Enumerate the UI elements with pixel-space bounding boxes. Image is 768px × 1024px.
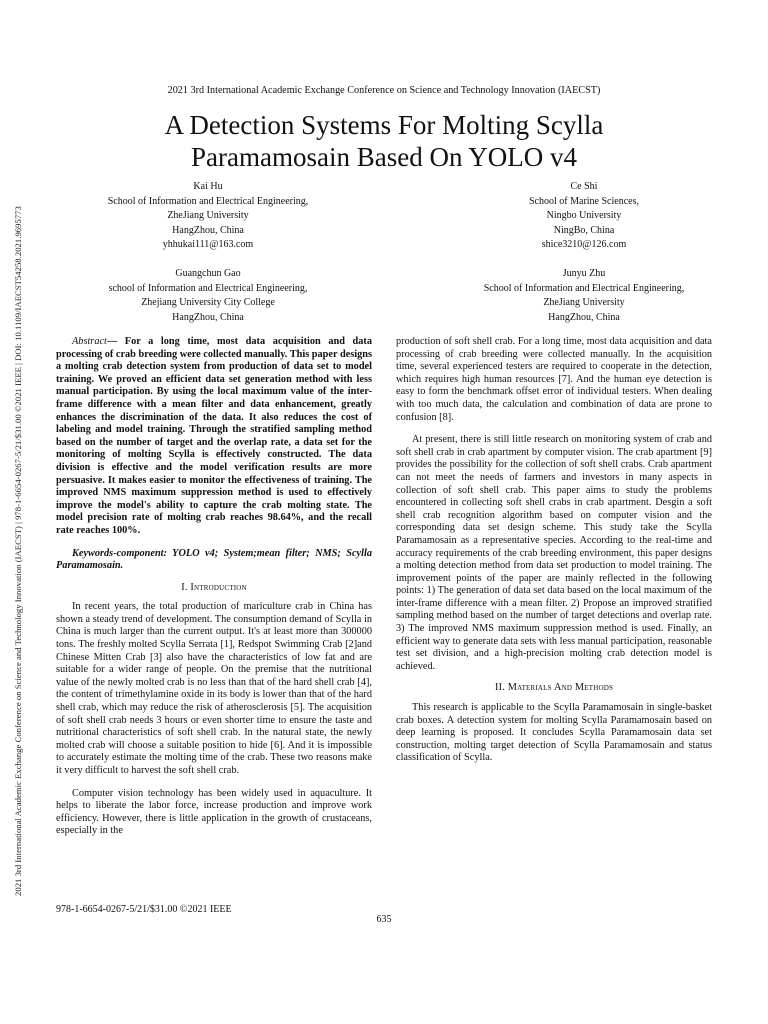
body-paragraph: In recent years, the total production of mariculture crab in China has shown a steady trend of development. The consumption demand of Scylla in China is much larger than the current output. It's at least more than 300000 tons. The freshly molted Scylla Serrata [1], Redspot Swimming Crab [2]and Chinese Mitten Crab [3] also have the characteristics of low fat and are suitable for a wider range of people. On the premise that the nutritional value of the newly molted crab is no less than that of the hard shell crab [4], the content of trimethylamine oxide in its body is lower than that of the hard shell crab, which may reduce the risk of atherosclerosis [5]. The acquisition of soft shell crab needs 3 hours or even shorter time to ensure the taste and nutritional characteristics of soft shell crab. In the natural state, the newly molted crab will choose a suitable position to hide [6]. And it is impossible to accurately estimate the molting time of the crab. These two reasons make it very difficult to harvest the soft shell crab.	[56, 601, 372, 776]
author-affiliation: ZheJiang University	[167, 210, 249, 221]
author-block	[434, 267, 734, 325]
section-heading-introduction: I. Introduction	[181, 581, 247, 593]
abstract-label: Abstract	[72, 336, 107, 347]
right-column	[396, 336, 712, 765]
author-block	[83, 267, 333, 325]
author-affiliation: Ningbo University	[546, 210, 622, 221]
author-name: Ce Shi	[570, 181, 598, 192]
author-email: yhhukai111@163.com	[162, 239, 254, 250]
author-affiliation: School of Information and Electrical Engineering,	[483, 282, 685, 294]
author-location: HangZhou, China	[172, 311, 244, 323]
author-name: Guangchun Gao	[175, 268, 241, 279]
body-paragraph: This research is applicable to the Scylla Paramamosain in single-basket crab boxes. A detection system for molting Scylla Paramamosain based on deep learning is proposed. It concludes Scylla Paramamosain data set construction, molting target detection of Scylla Paramamosain and status classification of Scylla.	[396, 702, 712, 764]
author-location: NingBo, China	[553, 224, 615, 236]
author-block	[459, 180, 709, 253]
body-paragraph: production of soft shell crab. For a long time, most data acquisition and data processing of crab breeding were collected manually. In the acquisition time, several experienced testers are required to cooperate in the detection, which requires high human resources [7]. And the human eye detection is easy to form the benchmark offset error of individual testers. When dealing with too much data, the calculation and combination of data are prone to confusion [8].	[396, 336, 712, 423]
keywords: Keywords-component: YOLO v4; System;mean filter; NMS; Scylla Paramamosain.	[56, 547, 372, 572]
footer-isbn: 978-1-6654-0267-5/21/$31.00 ©2021 IEEE	[56, 904, 232, 915]
body-paragraph: Computer vision technology has been widely used in aquaculture. It helps to liberate the labor force, increase production and improve work efficiency. However, there is little application in the growth of crustaceans, especially in the	[56, 787, 372, 837]
author-name: Junyu Zhu	[562, 268, 606, 279]
title-line-2: Paramamosain Based On YOLO v4	[191, 142, 577, 172]
author-affiliation: School of Marine Sciences,	[529, 195, 639, 207]
abstract	[56, 336, 372, 538]
body-paragraph: At present, there is still little research on monitoring system of crab and soft shell crab in crab apartment by computer vision. The crab apartment [9] provides the possibility for the collection of soft shell crabs. Crab apartment can not meet the needs of farmers and investors in many aspects in collection of soft shell crab. This paper aims to study the problems encountered in collecting soft shell crabs in crab apartment. Desgin a soft shell crab recognition algorithm based on computer vision and the corresponding data set design scheme. This study take the Scylla Paramamosain as a representative species. According to the real-time and accuracy requirements of the crab breeding environment, this paper designs a molting detection method from data set production to model training. The improvement points of the paper are mainly reflected in the following points: 1) The generation of data set data based on the local maximum of the inter-frame difference with a mean filter. 2) Propose an improved stratified sampling method based on the number of target detections and overlap rate. 3) The improved NMS maximum suppression method is used. Finally, an efficient way to generate data sets with less manual participation, reasonable test set division, and a high-precision molting crab detection model is achieved.	[396, 434, 712, 672]
author-name: Kai Hu	[193, 181, 223, 192]
page-number: 635	[376, 914, 392, 925]
section-heading-materials-methods: II. Materials And Methods	[494, 682, 614, 694]
author-affiliation: ZheJiang University	[543, 297, 625, 308]
author-affiliation: school of Information and Electrical Engineering,	[108, 282, 308, 294]
abstract-text: — For a long time, most data acquisition and data processing of crab breeding were collected manually. This paper designs a molting crab detection system from production of data set to model training. We proved an efficient data set generation method with less manual participation. By using the local maximum value of the inter-frame difference with a mean filter and data enhancement, greatly enhances the discrimination of the data. It also reduces the cost of labeling and model training. Through the stratified sampling method based on the number of target and the overlap rate, a data set for the monitoring of molting Scylla is effectively constructed. The data division is effective and the model verification results are more persuasive. It makes easier to monitor the effectiveness of training. The improved NMS maximum suppression method is used to effectively improve the model's ability to capture the crab molting state. The model precision rate of molting crab reaches 98.64%, and the recall rate reaches 100%.	[56, 336, 372, 536]
author-location: HangZhou, China	[548, 311, 620, 323]
author-block	[83, 180, 333, 253]
paper-title	[0, 109, 768, 173]
title-line-1: A Detection Systems For Molting Scylla	[164, 110, 604, 140]
conference-header: 2021 3rd International Academic Exchange Conference on Science and Technology Innovation (IAECST)	[167, 85, 601, 96]
side-doi-text: 2021 3rd International Academic Exchange Conference on Science and Technology Innovation (IAECST) | 978-1-6654-0267-5/21/$31.00 ©2021 IEEE | DOI: 10.1109/IAECST54258.2021.9695773	[13, 206, 23, 896]
author-email: shice3210@126.com	[541, 239, 627, 250]
left-column	[56, 336, 372, 838]
author-affiliation: School of Information and Electrical Engineering,	[107, 195, 309, 207]
author-location: HangZhou, China	[172, 224, 244, 236]
author-affiliation: Zhejiang University City College	[141, 297, 275, 308]
